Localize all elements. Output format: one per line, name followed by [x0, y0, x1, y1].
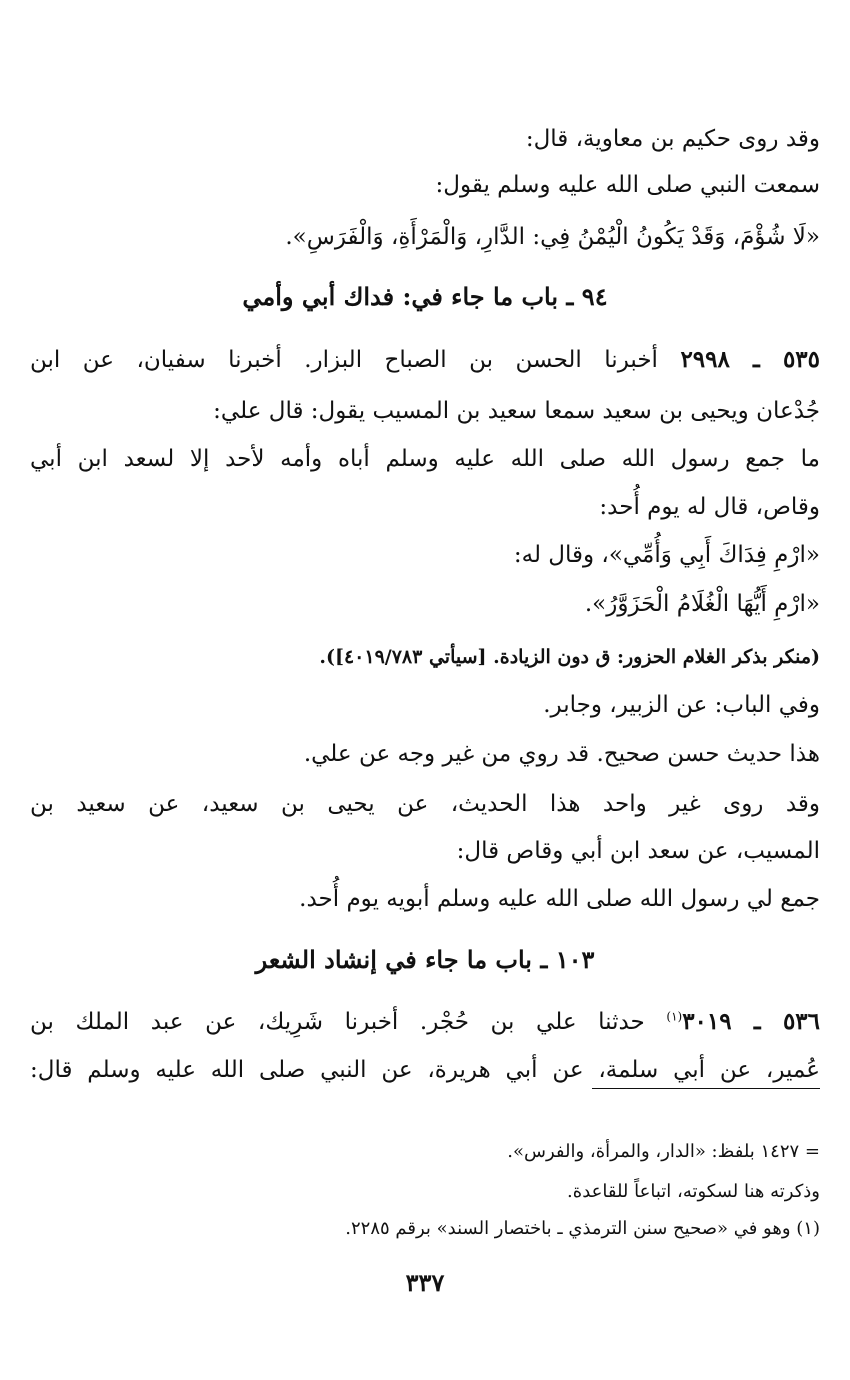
footnote: وذكرته هنا لسكوته، اتباعاً للقاعدة.: [567, 1181, 820, 1202]
hadith-line: [30, 1008, 820, 1037]
footnote-separator: [592, 1088, 820, 1089]
footnote: (١) وهو في «صحيح سنن الترمذي ـ باختصار السند» برقم ٢٢٨٥.: [345, 1218, 820, 1239]
grading-note: (منكر بذكر الغلام الحزور: ق دون الزيادة. [سيأتي ٤٠١٩/٧٨٣]).: [319, 646, 820, 668]
text-line: عُمير، عن أبي سلمة، عن أبي هريرة، عن النبي صلى الله عليه وسلم قال:: [30, 1057, 820, 1083]
hadith-text: «لَا شُؤْمَ، وَقَدْ يَكُونُ الْيُمْنُ فِي: الدَّارِ، وَالْمَرْأَةِ، وَالْفَرَسِ».: [285, 224, 820, 250]
hadith-number: ٥٣٦ ـ ٣٠١٩: [682, 1008, 820, 1035]
hadith-text: «ارْمِ فِدَاكَ أَبِي وَأُمِّي»، وقال له:: [513, 542, 820, 568]
page-number: ٣٣٧: [405, 1268, 445, 1297]
isnad-text: أخبرنا الحسن بن الصباح البزار. أخبرنا سفيان، عن ابن: [30, 347, 658, 373]
chapter-heading: ٩٤ ـ باب ما جاء في: فداك أبي وأمي: [242, 282, 608, 311]
text-line: المسيب، عن سعد ابن أبي وقاص قال:: [456, 838, 820, 864]
text-line: هذا حديث حسن صحيح. قد روي من غير وجه عن علي.: [303, 741, 820, 767]
hadith-text: «ارْمِ أَيُّهَا الْغُلَامُ الْحَزَوَّرُ».: [584, 591, 820, 617]
text-line: وفي الباب: عن الزبير، وجابر.: [543, 692, 820, 718]
text-line: ما جمع رسول الله صلى الله عليه وسلم أباه وأمه لأحد إلا لسعد ابن أبي: [30, 446, 820, 472]
chapter-heading: ١٠٣ ـ باب ما جاء في إنشاد الشعر: [255, 945, 595, 974]
text-line: وقد روى غير واحد هذا الحديث، عن يحيى بن سعيد، عن سعيد بن: [30, 791, 820, 817]
text-line: جُدْعان ويحيى بن سعيد سمعا سعيد بن المسيب يقول: قال علي:: [213, 398, 820, 424]
hadith-line: [30, 346, 820, 375]
text-line: سمعت النبي صلى الله عليه وسلم يقول:: [435, 172, 820, 198]
isnad-text: حدثنا علي بن حُجْر. أخبرنا شَرِيك، عن عبد الملك بن: [30, 1009, 645, 1035]
footnote: = ١٤٢٧ بلفظ: «الدار، والمرأة، والفرس».: [507, 1141, 820, 1162]
footnote-marker: (١): [666, 1009, 683, 1024]
text-line: وقد روى حكيم بن معاوية، قال:: [525, 126, 820, 152]
text-line: وقاص، قال له يوم أُحد:: [599, 494, 820, 520]
hadith-number: ٥٣٥ ـ ٢٩٩٨: [680, 346, 821, 373]
text-line: جمع لي رسول الله صلى الله عليه وسلم أبويه يوم أُحد.: [299, 886, 820, 912]
